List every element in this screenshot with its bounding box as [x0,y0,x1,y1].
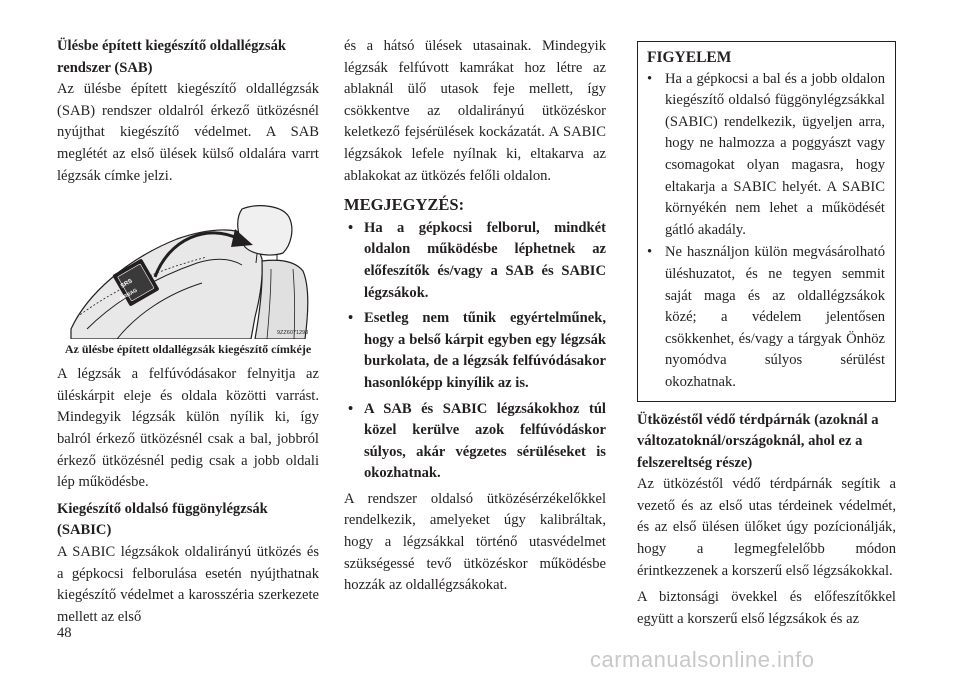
belt-paragraph: A biztonsági övekkel és előfeszítőkkel együtt a korszerű első légzsákok és az [637,589,896,627]
sab-heading: Ülésbe épített kiegészítő oldallégzsák rendszer (SAB) [57,38,287,76]
warning-box [637,41,896,402]
seat-illustration [57,199,319,339]
column-right [637,36,896,630]
deploy-paragraph: A légzsák a felfúvódásakor felnyitja az üléskárpit eleje és oldala közötti varrást. Mindegyik légzsák külön nyílik ki, így balról érkező ütközésnél csak a bal, jobbról érkező ütközésnél pedig csak a jobb oldali lép működésbe. [57,366,319,491]
page-number: 48 [57,625,72,641]
warning-list [647,69,885,394]
warning-item: • Ha a gépkocsi a bal és a jobb oldalon kiegészítő oldalsó függönylégzsákkal (SABIC) rendelkezik, ügyeljen arra, hogy ne halmozza a poggyászt vagy csomagokat olyan magasra, hogy eltakarja a SABIC helyét. A SABIC környékén nem lehet a működését gátló akadály. [647,69,885,242]
note-item: • A SAB és SABIC légzsákokhoz túl közel kerülve azok felfúvódáskor súlyos, akár végzetes sérüléseket is okozhatnak. [344,399,606,485]
sabic-heading: Kiegészítő oldalsó függönylégzsák (SABIC) [57,500,268,539]
warning-title: FIGYELEM [647,49,732,66]
watermark: carmanualsonline.info [590,647,815,672]
knee-heading: Ütközéstől védő térdpárnák (azoknál a változatoknál/országoknál, ahol ez a felszereltség része) [637,411,879,471]
sensor-paragraph: A rendszer oldalsó ütközésérzékelőkkel rendelkezik, amelyeket úgy kalibráltak, hogy a légzsákkal történő utasvédelmet szükségessé tevő ütközéskor működésbe hozzák az oldallégzsákokat. [344,490,606,594]
note-item: • Ha a gépkocsi felborul, mindkét oldalon működésbe léphetnek az előfeszítők és/vagy a SAB és SABIC légzsákok. [344,218,606,304]
warning-item: • Ne használjon külön megvásárolható üléshuzatot, és ne tegyen semmit saját maga és az oldallégzsákok közé; a védelem jelentősen csökkenhet, és/vagy a tárgyak Önhöz nyomódva súlyos sérülést okozhatnak. [647,242,885,393]
column-middle [344,36,606,597]
continued-paragraph: és a hátsó ülések utasainak. Mindegyik légzsák felfúvott kamrákat hoz létre az ablaknál ülő utasok feje mellett, így csökkentve az oldalirányú ütközéskor keletkező fejsérülések kockázatát. A SABIC légzsákok lefele nyílnak ki, eltakarva az ablakokat az ütközés felőli oldalon. [344,38,606,184]
sab-paragraph: Az ülésbe épített kiegészítő oldallégzsák (SAB) rendszer oldalról érkező ütközésnél nyújthat kiegészítő védelmet. A SAB meglétét az első ülések külső oldalára varrt légzsák címke jelzi. [57,81,319,184]
seat-airbag-label-figure [57,199,319,339]
sabic-paragraph: A SABIC légzsákok oldalirányú ütközés és a gépkocsi felborulása esetén nyújthatnak kiegészítő védelmet a karosszéria szerkezete mellett az első [57,543,319,625]
badge-srs-text: SRS [119,278,134,290]
column-left [57,36,319,628]
note-list [344,218,606,485]
figure-code: 9ZZ6071298 [277,330,309,337]
figure-caption: Az ülésbe épített oldallégzsák kiegészítő címkéje [64,342,312,357]
badge-airbag-text: AIRBAG [118,287,139,303]
knee-paragraph: Az ütközéstől védő térdpárnák segítik a vezető és az első utas térdeinek védelmét, és az első ülésen ülőket úgy pozícionálják, hogy a legmegfelelőbb módon érintkezzenek a korszerű első légzsákokkal. [637,476,896,579]
note-item: • Esetleg nem tűnik egyértelműnek, hogy a belső kárpit egyben egy légzsák burkolata, de a légzsák felfúvódásakor hasonlóképp kinyílik az is. [344,308,606,394]
note-title: MEGJEGYZÉS: [344,195,465,215]
